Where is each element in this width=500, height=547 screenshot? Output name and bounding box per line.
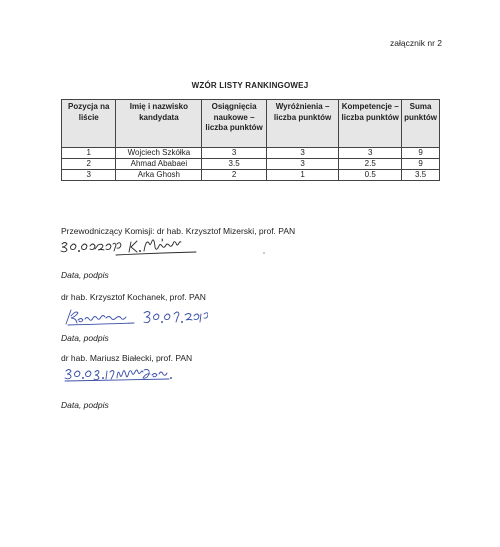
cell-name: Arka Ghosh [116, 170, 202, 181]
cell-total: 3.5 [402, 170, 440, 181]
cell-name: Ahmad Ababaei [116, 159, 202, 170]
header-position: Pozycja na liście [62, 100, 116, 148]
header-name: Imię i nazwisko kandydata [116, 100, 202, 148]
header-achievements: Osiągnięcia naukowe – liczba punktów [202, 100, 267, 148]
cell-competences: 2.5 [339, 159, 402, 170]
cell-competences: 0.5 [339, 170, 402, 181]
cell-achievements: 2 [202, 170, 267, 181]
stray-mark [263, 252, 265, 254]
cell-position: 2 [62, 159, 116, 170]
cell-achievements: 3 [202, 148, 267, 159]
date-sign-label-chair: Data, podpis [61, 270, 109, 280]
cell-total: 9 [402, 159, 440, 170]
handwritten-signature-chair [58, 234, 208, 260]
header-distinctions: Wyróżnienia – liczba punktów [266, 100, 338, 148]
header-competences: Kompetencje – liczba punktów [339, 100, 402, 148]
table-row [62, 170, 440, 181]
cell-position: 1 [62, 148, 116, 159]
cell-position: 3 [62, 170, 116, 181]
date-sign-label-member1: Data, podpis [61, 333, 109, 343]
header-total: Suma punktów [402, 100, 440, 148]
cell-competences: 3 [339, 148, 402, 159]
cell-total: 9 [402, 148, 440, 159]
table-row [62, 148, 440, 159]
annex-label: załącznik nr 2 [390, 38, 442, 48]
cell-achievements: 3.5 [202, 159, 267, 170]
document-title: WZÓR LISTY RANKINGOWEJ [191, 81, 309, 90]
table-row [62, 159, 440, 170]
cell-distinctions: 1 [266, 170, 338, 181]
member2-name: dr hab. Mariusz Białecki, prof. PAN [61, 353, 193, 363]
cell-name: Wojciech Szkółka [116, 148, 202, 159]
handwritten-signature-member2 [58, 363, 208, 387]
cell-distinctions: 3 [266, 148, 338, 159]
chair-name: Przewodniczący Komisji: dr hab. Krzysztof Mizerski, prof. PAN [61, 226, 296, 236]
member1-name: dr hab. Krzysztof Kochanek, prof. PAN [61, 292, 206, 302]
date-sign-label-member2: Data, podpis [61, 400, 109, 410]
ranking-table [61, 99, 440, 181]
cell-distinctions: 3 [266, 159, 338, 170]
table-header-row [62, 100, 440, 148]
handwritten-signature-member1 [58, 304, 208, 328]
